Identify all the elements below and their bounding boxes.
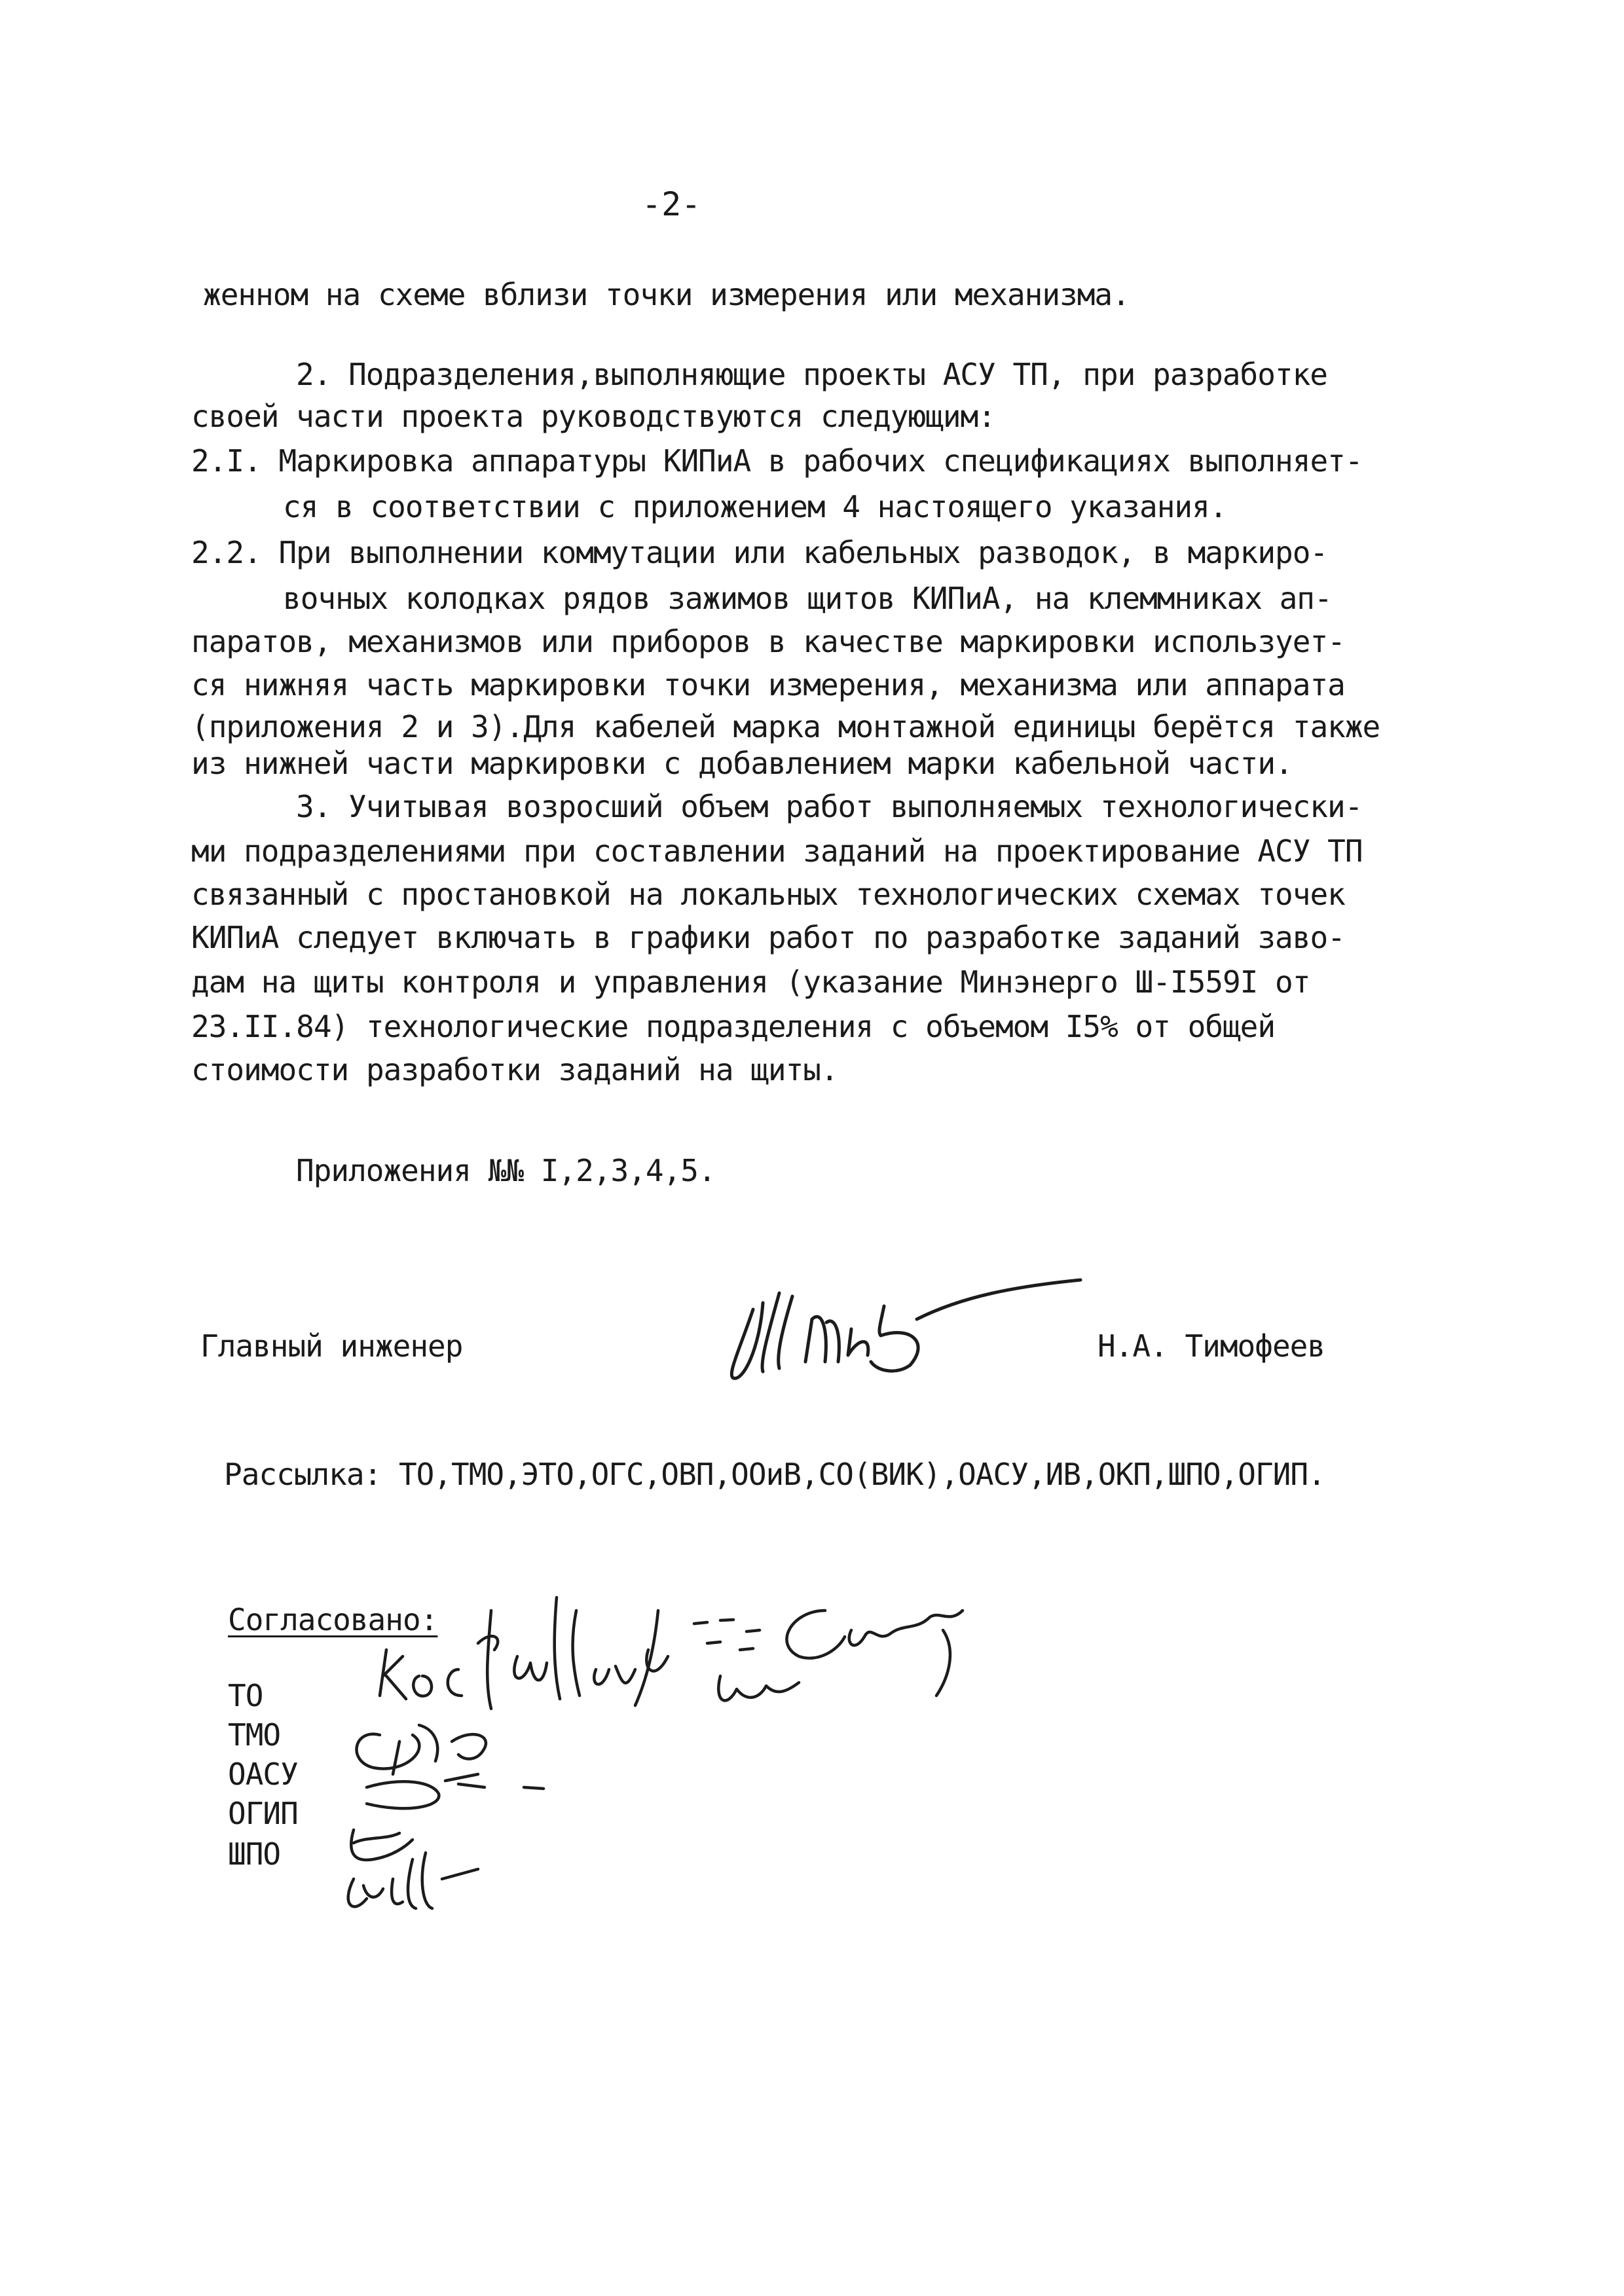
body-line-14: связанный с простановкой на локальных технологических схемах точек [191, 877, 1345, 912]
body-line-4: 2.I. Маркировка аппаратуры КИПиА в рабочих спецификациях выполняет- [191, 443, 1363, 479]
signatory-position: Главный инженер [200, 1328, 463, 1364]
body-line-7: вочных колодках рядов зажимов щитов КИПиА, на клеммниках ап- [283, 581, 1332, 616]
body-line-3: своей части проекта руководствуются следующим: [191, 399, 995, 434]
body-line-12: 3. Учитывая возросший объем работ выполняемых технологически- [296, 789, 1363, 824]
body-line-2: 2. Подразделения,выполняющие проекты АСУ ТП, при разработке [296, 357, 1327, 392]
approval-dept-4: ОГИП [228, 1796, 298, 1831]
approval-dept-3: ОАСУ [228, 1757, 298, 1792]
approval-dept-1: ТО [228, 1678, 263, 1713]
approval-dept-2: ТМО [228, 1717, 281, 1753]
approval-signatures-image [327, 1571, 1048, 1912]
body-line-18: стоимости разработки заданий на щиты. [191, 1052, 838, 1087]
body-line-13: ми подразделениями при составлении заданий на проектирование АСУ ТП [191, 833, 1363, 869]
distribution-line: Рассылка: ТО,ТМО,ЭТО,ОГС,ОВП,ООиВ,СО(ВИК),ОАСУ,ИВ,ОКП,ШПО,ОГИП. [224, 1457, 1325, 1492]
body-line-15: КИПиА следует включать в графики работ по разработке заданий заво- [191, 920, 1345, 955]
signature-image [714, 1257, 1094, 1394]
body-line-9: ся нижняя часть маркировки точки измерения, механизма или аппарата [191, 667, 1345, 702]
body-line-6: 2.2. При выполнении коммутации или кабельных разводок, в маркиро- [191, 535, 1328, 570]
attachments-line: Приложения №№ I,2,3,4,5. [296, 1153, 716, 1188]
body-line-5: ся в соответствии с приложением 4 настоящего указания. [283, 489, 1227, 524]
approval-title: Согласовано: [228, 1602, 438, 1637]
body-line-11: из нижней части маркировки с добавлением марки кабельной части. [191, 746, 1293, 781]
body-line-1: женном на схеме вблизи точки измерения или механизма. [203, 277, 1130, 312]
body-line-17: 23.II.84) технологические подразделения с объемом I5% от общей [191, 1009, 1276, 1044]
signatory-name: Н.А. Тимофеев [1098, 1328, 1325, 1364]
page-number: -2- [642, 185, 701, 223]
body-line-10: (приложения 2 и 3).Для кабелей марка монтажной единицы берётся также [191, 709, 1380, 744]
approval-dept-5: ШПО [228, 1836, 281, 1872]
body-line-16: дам на щиты контроля и управления (указание Минэнерго Ш-I559I от [191, 964, 1310, 1000]
body-line-8: паратов, механизмов или приборов в качестве маркировки использует- [191, 624, 1345, 659]
